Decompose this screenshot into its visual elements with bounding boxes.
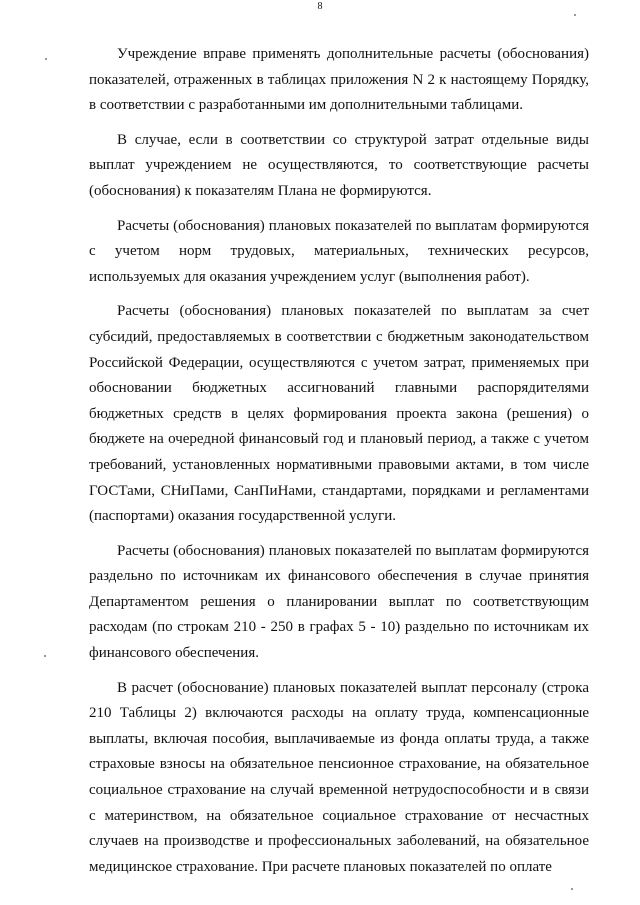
- paragraph-2: В случае, если в соответствии со структурой затрат отдельные виды выплат учреждением не осуществляются, то соответствующие расчеты (обоснования) к показателям Плана не формируются.: [89, 131, 589, 199]
- page-number: 8: [317, 1, 323, 12]
- paragraph-6: В расчет (обоснование) плановых показателей выплат персоналу (строка 210 Таблицы 2) включаются расходы на оплату труда, компенсационные выплаты, включая пособия, выплачиваемые из фонда оплаты труда, а также страховые взносы на обязательное пенсионное страхование, на обязательное социальное страхование на случай временной нетрудоспособности и в связи с материнством, на обязательное социальное страхование от несчастных случаев на производстве и профессиональных заболеваний, на обязательное медицинское страхование. При расчете плановых показателей по оплате: [89, 679, 589, 875]
- scan-speck: [574, 14, 576, 16]
- paragraph-4: Расчеты (обоснования) плановых показателей по выплатам за счет субсидий, предоставляемых в соответствии с бюджетным законодательством Российской Федерации, осуществляются с учетом затрат, применяемых при обосновании бюджетных ассигнований главными распорядителями бюджетных средств в целях формирования проекта закона (решения) о бюджете на очередной финансовый год и плановый период, а также с учетом требований, установленных нормативными правовыми актами, в том числе ГОСТами, СНиПами, СанПиНами, стандартами, порядками и регламентами (паспортами) оказания государственной услуги.: [89, 303, 589, 525]
- scan-speck: [45, 58, 47, 60]
- scan-speck: [44, 655, 46, 657]
- scan-speck: [571, 888, 573, 890]
- paragraph-3: Расчеты (обоснования) плановых показателей по выплатам формируются с учетом норм трудовых, материальных, технических ресурсов, используемых для оказания учреждением услуг (выполнения работ).: [89, 217, 589, 285]
- paragraph-5: Расчеты (обоснования) плановых показателей по выплатам формируются раздельно по источникам их финансового обеспечения в случае принятия Департаментом решения о планировании выплат по соответствующим расходам (по строкам 210 - 250 в графах 5 - 10) раздельно по источникам их финансового обеспечения.: [89, 542, 589, 662]
- paragraph-1: Учреждение вправе применять дополнительные расчеты (обоснования) показателей, отраженных в таблицах приложения N 2 к настоящему Порядку, в соответствии с разработанными им дополнительными таблицами.: [89, 46, 589, 114]
- document-body: [89, 42, 589, 889]
